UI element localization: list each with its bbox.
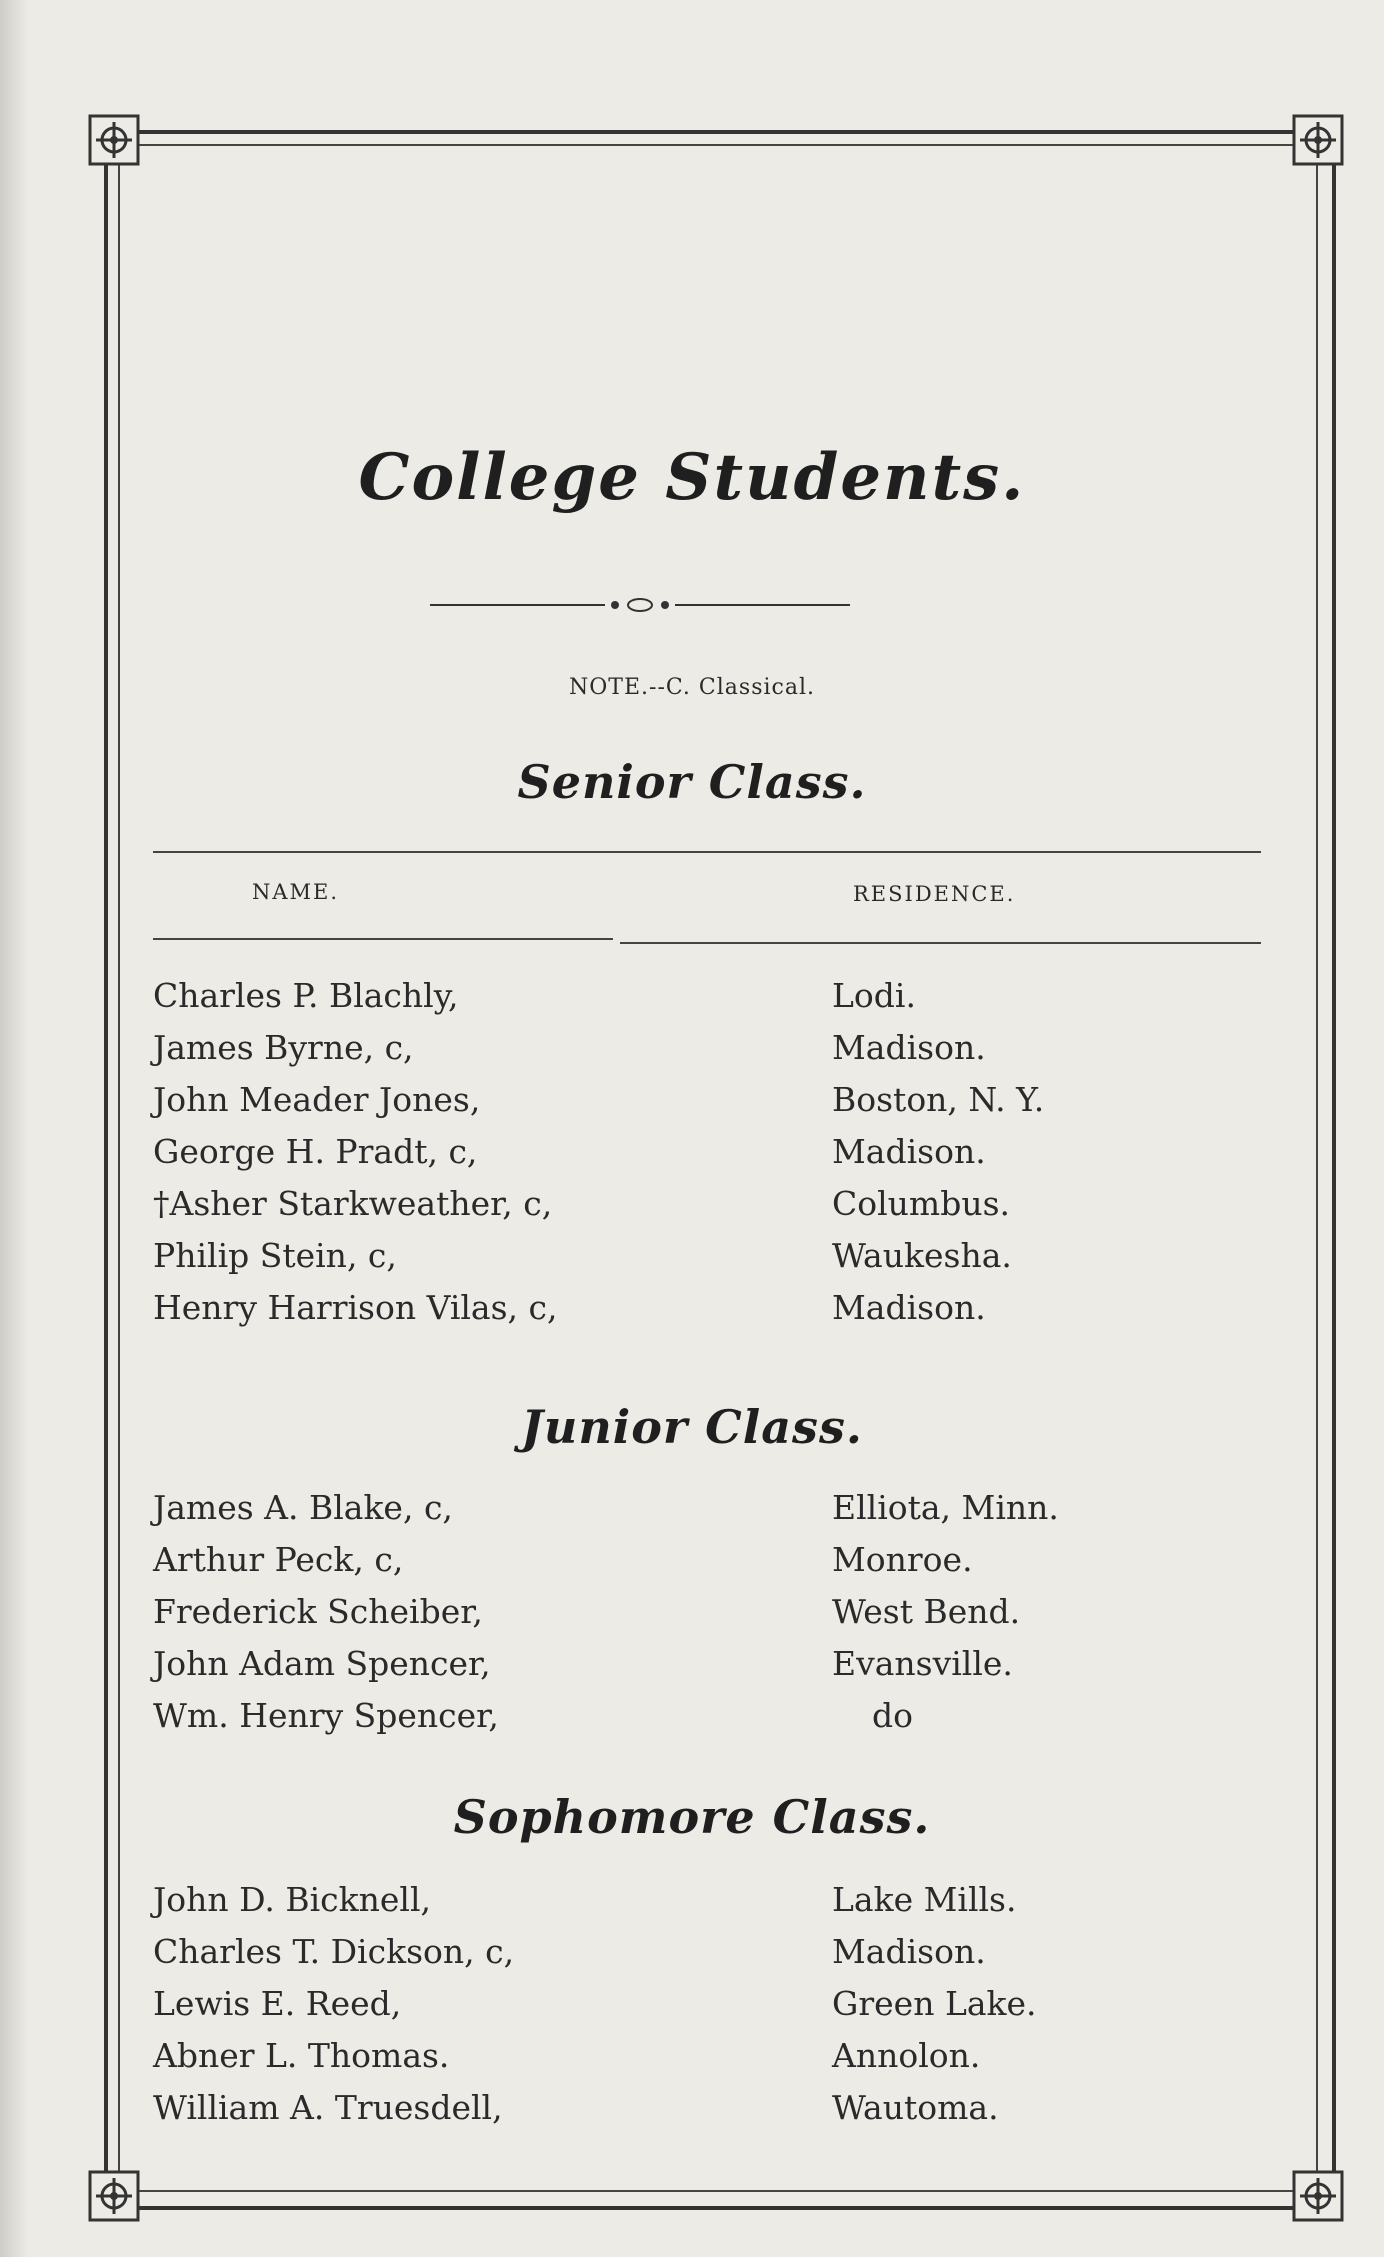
student-residence: Monroe. [832, 1540, 973, 1579]
table-row [0, 976, 1384, 1028]
student-name: Abner L. Thomas. [153, 2036, 450, 2075]
student-name: Wm. Henry Spencer, [153, 1696, 499, 1735]
student-name: Charles T. Dickson, c, [153, 1932, 515, 1971]
table-row [0, 1880, 1384, 1932]
column-header-residence: RESIDENCE. [853, 882, 1016, 906]
page-title: College Students. [358, 440, 1026, 515]
corner-ornament-icon [1290, 112, 1346, 168]
student-residence: Madison. [832, 1028, 986, 1067]
student-residence: Madison. [832, 1288, 986, 1327]
corner-ornament-icon [86, 2168, 142, 2224]
student-name: Lewis E. Reed, [153, 1984, 402, 2023]
student-residence: Waukesha. [832, 1236, 1012, 1275]
student-residence: Madison. [832, 1932, 986, 1971]
senior-class-heading: Senior Class. [517, 755, 867, 809]
student-name: John Adam Spencer, [153, 1644, 491, 1683]
table-row [0, 1288, 1384, 1340]
student-residence: Madison. [832, 1132, 986, 1171]
table-row [0, 1028, 1384, 1080]
table-header-rule-right [620, 942, 1261, 944]
student-name: John Meader Jones, [153, 1080, 481, 1119]
page-title-wrap [0, 440, 1384, 515]
student-name: Frederick Scheiber, [153, 1592, 483, 1631]
table-row [0, 1696, 1384, 1748]
table-row [0, 1644, 1384, 1696]
student-residence: Green Lake. [832, 1984, 1037, 2023]
table-row [0, 1184, 1384, 1236]
student-name: †Asher Starkweather, c, [153, 1184, 553, 1223]
student-residence: Columbus. [832, 1184, 1011, 1223]
table-row [0, 1592, 1384, 1644]
student-name: James A. Blake, c, [153, 1488, 453, 1527]
student-name: James Byrne, c, [153, 1028, 414, 1067]
table-row [0, 1132, 1384, 1184]
table-row [0, 1984, 1384, 2036]
student-residence: Elliota, Minn. [832, 1488, 1059, 1527]
corner-ornament-icon [86, 112, 142, 168]
table-row [0, 1932, 1384, 1984]
student-name: George H. Pradt, c, [153, 1132, 478, 1171]
student-residence: Wautoma. [832, 2088, 999, 2127]
student-residence: Lodi. [832, 976, 916, 1015]
student-name: John D. Bicknell, [153, 1880, 432, 1919]
student-residence: Lake Mills. [832, 1880, 1017, 1919]
student-name: Philip Stein, c, [153, 1236, 397, 1275]
classification-note: NOTE.--C. Classical. [569, 675, 815, 700]
student-residence: Annolon. [832, 2036, 981, 2075]
table-header-rule-left [153, 938, 613, 940]
table-row [0, 1488, 1384, 1540]
table-row [0, 2088, 1384, 2140]
sophomore-class-heading: Sophomore Class. [453, 1790, 931, 1844]
student-name: Henry Harrison Vilas, c, [153, 1288, 558, 1327]
student-residence: do [872, 1696, 913, 1735]
student-residence: Boston, N. Y. [832, 1080, 1045, 1119]
student-name: William A. Truesdell, [153, 2088, 503, 2127]
student-name: Charles P. Blachly, [153, 976, 459, 1015]
student-residence: West Bend. [832, 1592, 1021, 1631]
student-name: Arthur Peck, c, [153, 1540, 404, 1579]
table-row [0, 1080, 1384, 1132]
table-row [0, 2036, 1384, 2088]
corner-ornament-icon [1290, 2168, 1346, 2224]
divider-ornament-icon [430, 590, 850, 620]
table-top-rule [153, 851, 1261, 853]
junior-class-heading: Junior Class. [521, 1400, 863, 1454]
column-header-name: NAME. [252, 880, 340, 904]
student-residence: Evansville. [832, 1644, 1013, 1683]
table-row [0, 1236, 1384, 1288]
table-row [0, 1540, 1384, 1592]
